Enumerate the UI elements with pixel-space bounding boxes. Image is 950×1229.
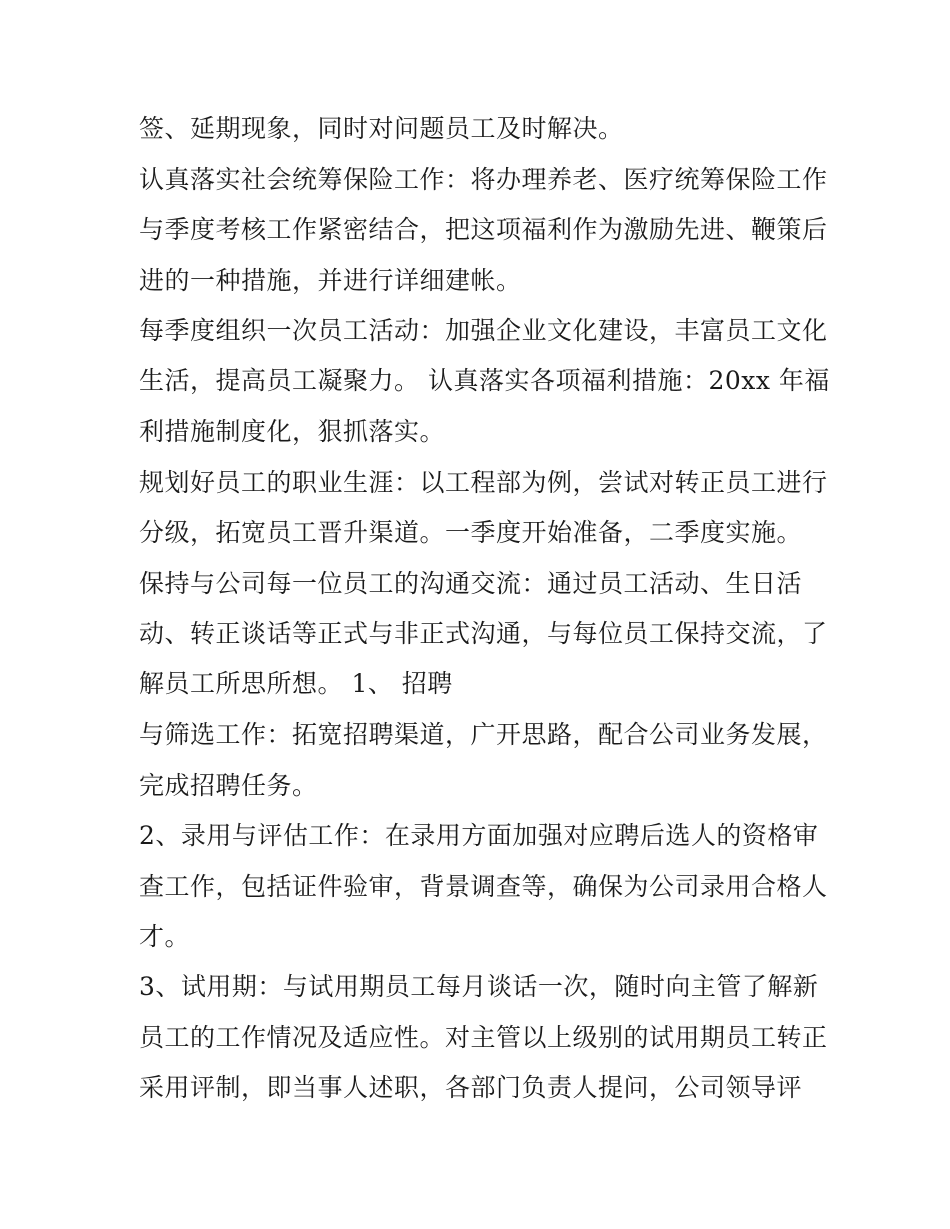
text-line: 利措施制度化，狠抓落实。 — [139, 417, 446, 446]
text-line: 认真落实社会统筹保险工作：将办理养老、医疗统筹保险工作 — [139, 165, 828, 194]
text-line: 分级，拓宽员工晋升渠道。一季度开始准备，二季度实施。 — [139, 518, 803, 547]
text-line: 与筛选工作：拓宽招聘渠道，广开思路，配合公司业务发展， — [139, 720, 828, 749]
text-line: 签、延期现象，同时对问题员工及时解决。 — [139, 114, 624, 143]
text-line: 2、录用与评估工作：在录用方面加强对应聘后选人的资格审 — [139, 821, 819, 850]
text-line: 保持与公司每一位员工的沟通交流：通过员工活动、生日活 — [139, 569, 803, 598]
text-line: 完成招聘任务。 — [139, 771, 318, 800]
text-line: 与季度考核工作紧密结合，把这项福利作为激励先进、鞭策后 — [139, 215, 828, 244]
text-line: 员工的工作情况及适应性。对主管以上级别的试用期员工转正 — [139, 1023, 828, 1052]
text-line: 生活，提高员工凝聚力。 认真落实各项福利措施：20xx 年福 — [139, 366, 830, 395]
text-line: 每季度组织一次员工活动：加强企业文化建设，丰富员工文化 — [139, 316, 828, 345]
text-line: 才。 — [139, 922, 191, 951]
text-line: 规划好员工的职业生涯：以工程部为例，尝试对转正员工进行 — [139, 468, 828, 497]
text-line: 采用评制，即当事人述职，各部门负责人提问，公司领导评 — [139, 1073, 803, 1102]
text-line: 查工作，包括证件验审，背景调查等，确保为公司录用合格人 — [139, 872, 828, 901]
text-line: 动、转正谈话等正式与非正式沟通，与每位员工保持交流，了 — [139, 619, 828, 648]
text-line: 解员工所思所想。 1、 招聘 — [139, 669, 453, 698]
text-line: 进的一种措施，并进行详细建帐。 — [139, 266, 522, 295]
text-line: 3、试用期：与试用期员工每月谈话一次，随时向主管了解新 — [139, 972, 819, 1001]
